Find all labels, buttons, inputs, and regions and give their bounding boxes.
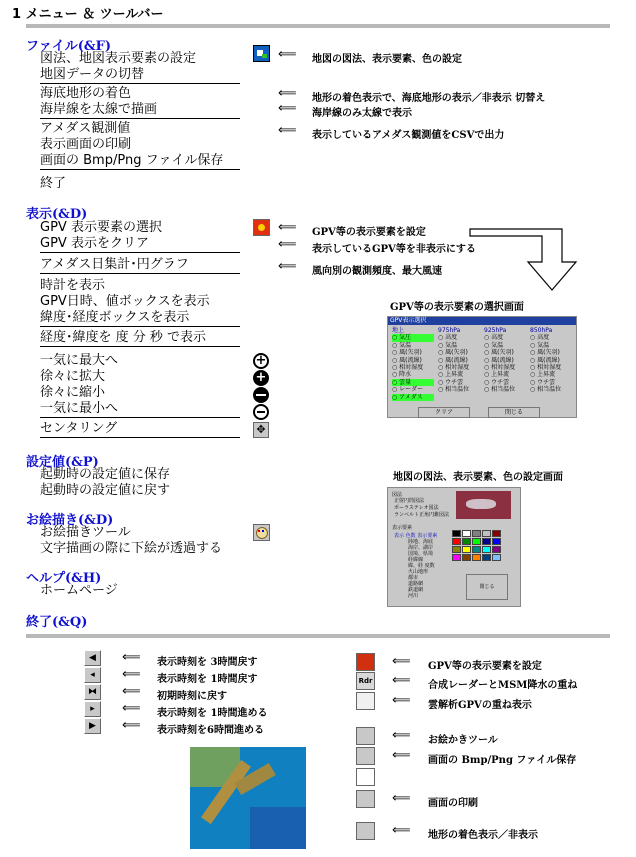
gpv-dialog-caption: GPV等の表示要素の選択画面	[390, 302, 524, 313]
menu-item-save-image[interactable]: 画面の Bmp/Png ファイル保存	[40, 153, 240, 170]
zoom-in-icon[interactable]: +	[253, 370, 269, 386]
map-element-row[interactable]: 都市	[408, 575, 419, 581]
menu-item-save-settings[interactable]: 起動時の設定値に保存	[40, 467, 171, 482]
map-dialog-caption: 地図の図法、表示要素、色の設定画面	[393, 472, 563, 483]
menu-item-print[interactable]: 表示画面の印刷	[40, 137, 132, 152]
map-element-row[interactable]: 緯、経 度数	[408, 563, 435, 569]
gpv-column-header: 850hPa	[530, 327, 553, 334]
print-icon[interactable]	[356, 790, 375, 808]
menu-item-map-settings[interactable]: 図法、地図表示要素の設定	[40, 51, 197, 66]
toolbar-label: 表示時刻を 1時間戻す	[157, 674, 258, 685]
menu-exit-title[interactable]: 終了(&Q)	[26, 615, 88, 630]
palette-swatch[interactable]	[452, 538, 461, 545]
palette-swatch[interactable]	[492, 530, 501, 537]
gpv-option[interactable]: ○ 風(矢羽)	[530, 349, 560, 357]
palette-swatch[interactable]	[482, 538, 491, 545]
gpv-option[interactable]: ○ 風(矢羽)	[438, 349, 468, 357]
arrow-left-icon: ⟸	[278, 123, 296, 138]
palette-swatch[interactable]	[472, 554, 481, 561]
menu-item-paint-transparent[interactable]: 文字描画の際に下絵が透過する	[40, 541, 223, 556]
palette-swatch[interactable]	[472, 530, 481, 537]
paint-icon[interactable]	[253, 524, 270, 541]
menu-item-coastline[interactable]: 海岸線を太線で描画	[40, 102, 240, 119]
map-element-row[interactable]: 道路網	[408, 581, 424, 587]
gpv-dialog	[387, 316, 577, 418]
arrow-left-icon: ⟸	[392, 673, 410, 688]
gpv-option[interactable]: ○ 降水	[392, 371, 412, 379]
gpv-close-button[interactable]: 閉じる	[488, 407, 540, 418]
palette-swatch[interactable]	[462, 546, 471, 553]
toolbar-label: お絵かきツール	[428, 735, 498, 746]
arrow-left-icon: ⟸	[278, 47, 296, 62]
gpv-option[interactable]: ○ 上昇流	[530, 371, 556, 379]
gpv-option[interactable]: ○ 上昇流	[438, 371, 464, 379]
toolbar-label: 雲解析GPVの重ね表示	[428, 700, 532, 711]
gpv-option[interactable]: ○ 気圧	[392, 334, 434, 341]
gpv-option[interactable]: ○ 風(矢羽)	[484, 349, 514, 357]
gpv-option[interactable]: ○ 高度	[530, 334, 550, 342]
arrow-left-icon: ⟸	[392, 693, 410, 708]
menu-item-dms[interactable]: 経度･緯度を 度 分 秒 で表示	[40, 330, 240, 347]
toolbar-label: 表示時刻を 1時間進める	[157, 708, 268, 719]
gpv-option[interactable]: ○ 雲量	[392, 379, 434, 386]
gpv-option[interactable]: ○ 相対湿度	[530, 364, 562, 372]
palette-swatch[interactable]	[462, 538, 471, 545]
gpv-option[interactable]: ○ ウチ雲	[438, 378, 464, 386]
gpv-clear-button[interactable]: クリア	[418, 407, 470, 418]
gpv-icon[interactable]	[253, 219, 270, 236]
map-thumbnail-image	[190, 747, 306, 849]
menu-item-amedas[interactable]: アメダス観測値	[40, 121, 131, 136]
gpv-option[interactable]: ○ 風(流線)	[484, 356, 514, 364]
palette-swatch[interactable]	[472, 546, 481, 553]
arrow-left-icon: ⟸	[278, 237, 296, 252]
proj-option[interactable]: ランベルト正角円錐図法	[394, 512, 450, 518]
palette-swatch[interactable]	[452, 530, 461, 537]
toolbar-label: 地形の着色表示／非表示	[428, 830, 538, 841]
palette-swatch[interactable]	[482, 530, 491, 537]
menu-item-gpv-select[interactable]: GPV 表示要素の選択	[40, 220, 162, 235]
menu-item-clock[interactable]: 時計を表示	[40, 278, 106, 293]
arrow-left-icon: ⟸	[392, 823, 410, 838]
arrow-left-icon: ⟸	[392, 728, 410, 743]
gpv-column-header: 地上	[392, 327, 405, 334]
gpv-icon[interactable]	[356, 653, 375, 671]
map-element-row[interactable]: 国境、県境	[408, 551, 434, 557]
reset-time-icon[interactable]: ⧓	[84, 684, 101, 700]
gpv-option[interactable]: ○ 風(流線)	[392, 356, 422, 364]
map-element-row[interactable]: 火山地形	[408, 569, 429, 575]
toolbar-label: 表示時刻を 3時間戻す	[157, 657, 258, 668]
gpv-option[interactable]: ○ 気温	[438, 341, 458, 349]
map-element-row[interactable]: 経緯線	[408, 557, 424, 563]
note-coast: 海岸線のみ太線で表示	[312, 108, 412, 119]
menu-item-zoom-max[interactable]: 一気に最大へ	[40, 353, 119, 368]
arrow-left-icon: ⟸	[278, 220, 296, 235]
arrow-left-icon: ⟸	[122, 667, 140, 682]
radar-icon[interactable]: Rdr	[356, 672, 375, 690]
note-sea-color: 地形の着色表示で、海底地形の表示／非表示 切替え	[312, 93, 546, 104]
map-settings-icon[interactable]	[253, 45, 270, 62]
map-element-row[interactable]: 河川	[408, 593, 419, 599]
gpv-option[interactable]: ○ 相対湿度	[392, 364, 424, 372]
color-palette[interactable]	[452, 530, 506, 566]
menu-item-restore-settings[interactable]: 起動時の設定値に戻す	[40, 483, 171, 498]
gpv-option[interactable]: ○ 高度	[438, 334, 458, 342]
menu-file-title[interactable]: ファイル(&F)	[26, 39, 112, 54]
toolbar-label: 画面の Bmp/Png ファイル保存	[428, 755, 577, 766]
map-dialog-proj-label: 図法	[392, 492, 403, 498]
gpv-option[interactable]: ○ 気温	[484, 341, 504, 349]
palette-swatch[interactable]	[482, 546, 491, 553]
zoom-out-icon[interactable]	[253, 387, 269, 403]
paint-icon[interactable]	[356, 727, 375, 745]
menu-item-center[interactable]: センタリング	[40, 421, 240, 438]
header-elements: 表示要素	[417, 533, 438, 539]
palette-swatch[interactable]	[452, 546, 461, 553]
gpv-option[interactable]: ○ ウチ雲	[484, 378, 510, 386]
gpv-option[interactable]: ○ アメダス	[392, 394, 434, 401]
note-gpv-clear: 表示しているGPV等を非表示にする	[312, 244, 476, 255]
gpv-option[interactable]: ○ ウチ雲	[530, 378, 556, 386]
palette-swatch[interactable]	[462, 554, 471, 561]
page-title: 1 メニュー ＆ ツールバー	[12, 7, 164, 22]
back-1h-icon[interactable]: ◂	[84, 667, 101, 683]
palette-swatch[interactable]	[492, 546, 501, 553]
note-gpv-select: GPV等の表示要素を設定	[312, 227, 426, 238]
gpv-option[interactable]: ○ 高度	[484, 334, 504, 342]
menu-item-paint-tool[interactable]: お絵描きツール	[40, 525, 131, 540]
palette-swatch[interactable]	[472, 538, 481, 545]
menu-item-gpv-clear[interactable]: GPV 表示をクリア	[40, 236, 240, 253]
arrow-left-icon: ⟸	[122, 650, 140, 665]
terrain-icon[interactable]	[356, 822, 375, 840]
map-dialog	[387, 487, 521, 607]
arrow-left-icon: ⟸	[122, 718, 140, 733]
menu-item-latlon-box[interactable]: 緯度･経度ボックスを表示	[40, 310, 240, 327]
gpv-dialog-titlebar: GPV表示選択	[388, 317, 576, 325]
gpv-option[interactable]: ○ 相当温位	[484, 386, 516, 394]
arrow-left-icon: ⟸	[278, 101, 296, 116]
palette-swatch[interactable]	[452, 554, 461, 561]
palette-swatch[interactable]	[492, 554, 501, 561]
menu-item-sea-color[interactable]: 海底地形の着色	[40, 86, 132, 101]
toolbar-label: 表示時刻を6時間進める	[157, 725, 264, 736]
palette-swatch[interactable]	[492, 538, 501, 545]
palette-swatch[interactable]	[482, 554, 491, 561]
toolbar-label: 初期時刻に戻す	[157, 691, 227, 702]
gpv-option[interactable]: ○ 上昇流	[484, 371, 510, 379]
gpv-option[interactable]: ○ 風(流線)	[438, 356, 468, 364]
arrow-left-icon: ⟸	[278, 259, 296, 274]
map-dialog-elements-label: 表示要素	[392, 525, 413, 531]
gpv-option[interactable]: ○ 風(流線)	[530, 356, 560, 364]
proj-option[interactable]: 正射円筒図法	[394, 498, 425, 504]
map-element-row[interactable]: 鉄道網	[408, 587, 424, 593]
map-dialog-rows	[408, 539, 435, 599]
note-amedas-chart: 風向別の観測頻度、最大風速	[312, 266, 442, 277]
forward-6h-icon[interactable]: ▶	[84, 718, 101, 734]
menu-item-homepage[interactable]: ホームページ	[40, 583, 118, 598]
gpv-dialog-columns	[388, 325, 576, 403]
arrow-left-icon: ⟸	[392, 791, 410, 806]
header-colors: 色数	[405, 533, 416, 539]
map-element-row[interactable]: 海岸、湖岸	[408, 545, 434, 551]
toolbar-label: GPV等の表示要素を設定	[428, 661, 542, 672]
map-element-row[interactable]: 陸地、海底	[408, 539, 434, 545]
proj-option[interactable]: ポーラステレオ図法	[394, 505, 439, 511]
toolbar-label: 合成レーダーとMSM降水の重ね	[428, 680, 578, 691]
map-dialog-headers	[394, 532, 437, 539]
gpv-option[interactable]: ○ 気温	[392, 341, 412, 349]
gpv-option[interactable]: ○ 相対湿度	[438, 364, 470, 372]
blank-icon[interactable]	[356, 768, 375, 786]
menu-item-gpv-box[interactable]: GPV日時、値ボックスを表示	[40, 294, 210, 309]
note-amedas-csv: 表示しているアメダス観測値をCSVで出力	[312, 130, 505, 141]
center-icon[interactable]: ✥	[253, 422, 269, 438]
menu-item-zoom-min[interactable]: 一気に最小へ	[40, 401, 240, 418]
menu-item-exit[interactable]: 終了	[40, 176, 67, 191]
menu-help-title[interactable]: ヘルプ(&H)	[26, 571, 102, 586]
toolbar-label: 画面の印刷	[428, 798, 478, 809]
menu-item-zoom-out[interactable]: 徐々に縮小	[40, 385, 106, 400]
map-preview-image	[456, 491, 511, 519]
map-dialog-proj-list[interactable]	[394, 498, 449, 519]
gpv-option[interactable]: ○ 風(矢羽)	[392, 349, 422, 357]
pointer-arrow-icon	[460, 222, 600, 294]
save-icon[interactable]	[356, 747, 375, 765]
note-map-settings: 地図の図法、表示要素、色の設定	[312, 54, 462, 65]
menu-item-map-data[interactable]: 地図データの切替	[40, 67, 240, 84]
gpv-column	[438, 327, 480, 394]
arrow-left-icon: ⟸	[122, 701, 140, 716]
gpv-column	[392, 327, 434, 401]
gpv-option[interactable]: ○ 相当温位	[530, 386, 562, 394]
zoom-min-icon[interactable]	[253, 404, 269, 420]
palette-swatch[interactable]	[462, 530, 471, 537]
menu-settings-title[interactable]: 設定値(&P)	[26, 455, 99, 470]
gpv-column	[530, 327, 572, 394]
arrow-left-icon: ⟸	[278, 86, 296, 101]
cloud-gpv-icon[interactable]	[356, 692, 375, 710]
gpv-column-header: 925hPa	[484, 327, 507, 334]
top-divider	[26, 24, 610, 28]
menu-view-title[interactable]: 表示(&D)	[26, 207, 88, 222]
gpv-option[interactable]: ○ レーダー	[392, 386, 424, 394]
gpv-column	[484, 327, 526, 394]
back-3h-icon[interactable]: ◀	[84, 650, 101, 666]
zoom-max-icon[interactable]: +	[253, 353, 269, 369]
arrow-left-icon: ⟸	[392, 748, 410, 763]
gpv-column-header: 975hPa	[438, 327, 461, 334]
gpv-option[interactable]: ○ 相当温位	[438, 386, 470, 394]
header-display: 表示	[394, 533, 405, 539]
menu-item-amedas-chart[interactable]: アメダス日集計･円グラフ	[40, 257, 240, 274]
bottom-divider	[26, 634, 610, 638]
arrow-left-icon: ⟸	[392, 654, 410, 669]
menu-item-zoom-in[interactable]: 徐々に拡大	[40, 369, 106, 384]
forward-1h-icon[interactable]: ▸	[84, 701, 101, 717]
menu-paint-title[interactable]: お絵描き(&D)	[26, 513, 114, 528]
arrow-left-icon: ⟸	[122, 684, 140, 699]
gpv-option[interactable]: ○ 相対湿度	[484, 364, 516, 372]
map-close-button[interactable]: 閉じる	[466, 574, 508, 600]
gpv-option[interactable]: ○ 気温	[530, 341, 550, 349]
